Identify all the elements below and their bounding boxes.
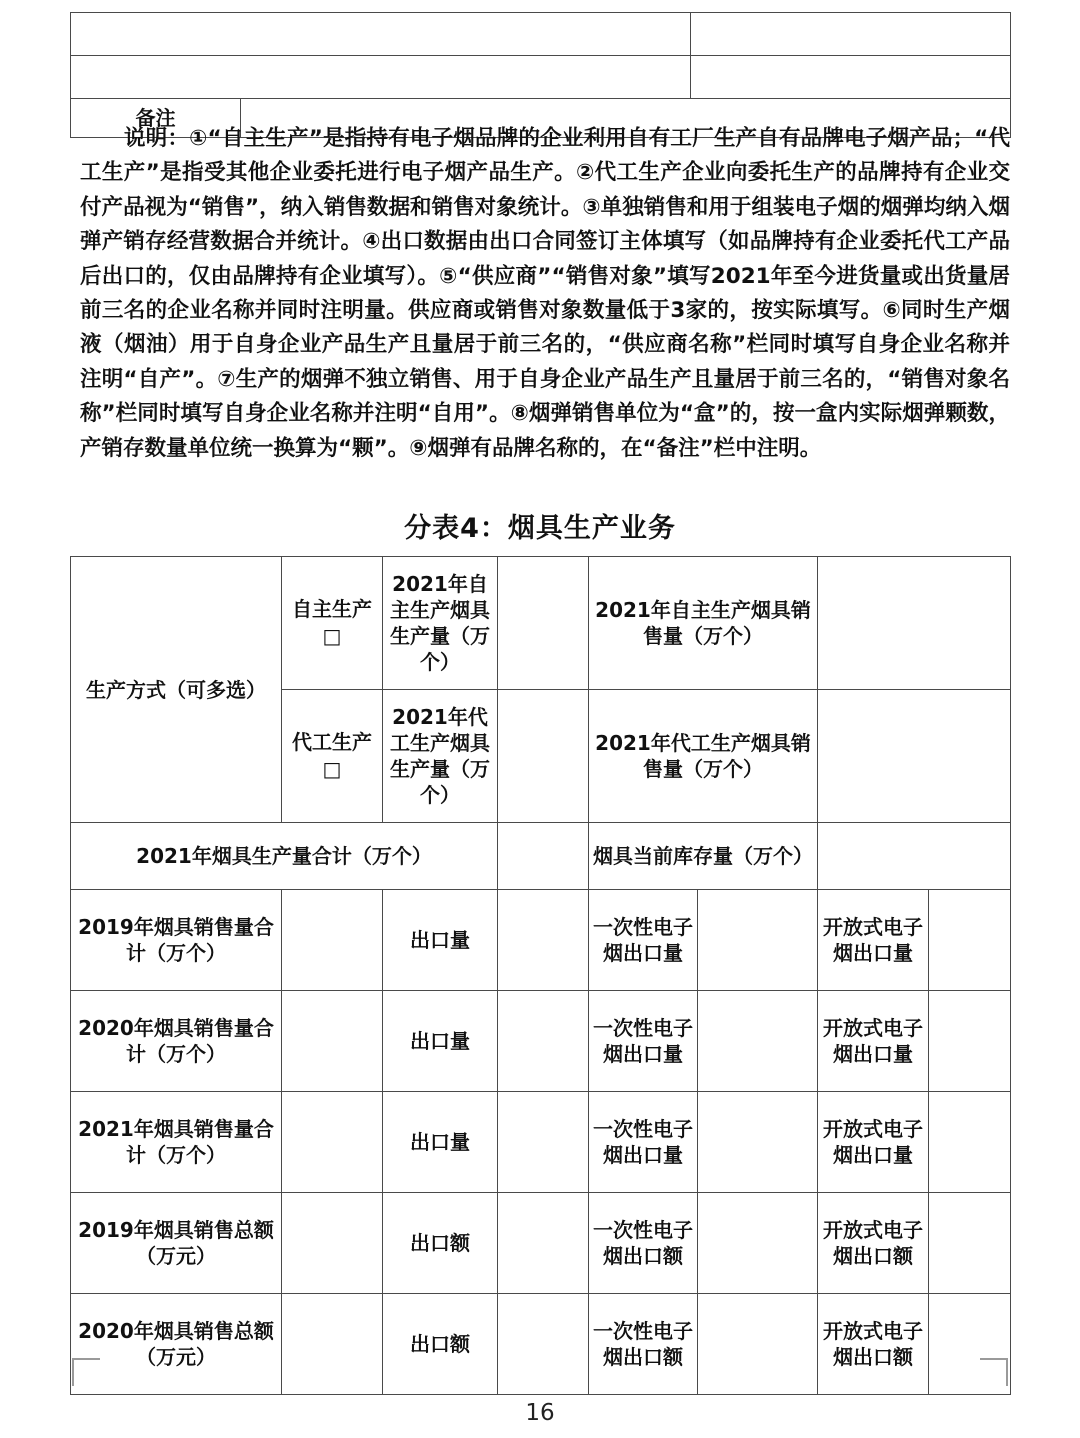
open-value-3[interactable] — [929, 1193, 1011, 1294]
row-value-1[interactable] — [282, 991, 383, 1092]
row-value-3[interactable] — [282, 1193, 383, 1294]
table-row — [71, 13, 1011, 56]
crop-mark-bottom-right-icon — [980, 1358, 1008, 1386]
remark-label: 备注 — [71, 99, 241, 138]
open-label-4: 开放式电子烟出口额 — [818, 1294, 929, 1395]
export-label-2: 出口量 — [383, 1092, 498, 1193]
row-label-0: 2019年烟具销售量合计（万个） — [71, 890, 282, 991]
row-value-0[interactable] — [282, 890, 383, 991]
export-value-3[interactable] — [498, 1193, 589, 1294]
total-production-value[interactable] — [498, 823, 589, 890]
crop-mark-bottom-left-icon — [72, 1358, 100, 1386]
export-label-0: 出口量 — [383, 890, 498, 991]
self-production-output-value[interactable] — [498, 557, 589, 690]
row-label-2: 2021年烟具销售量合计（万个） — [71, 1092, 282, 1193]
self-production-checkbox[interactable]: □ — [322, 624, 342, 648]
row-label-3: 2019年烟具销售总额（万元） — [71, 1193, 282, 1294]
tool-production-table-container — [70, 556, 1010, 1395]
production-method-label: 生产方式（可多选） — [71, 557, 282, 823]
disposable-value-4[interactable] — [698, 1294, 818, 1395]
explanatory-note: 说明：①“自主生产”是指持有电子烟品牌的企业利用自有工厂生产自有品牌电子烟产品；“代工生产”是指受其他企业委托进行电子烟产品生产。②代工生产企业向委托生产的品牌持有企业交付产品视为“销售”，纳入销售数据和销售对象统计。③单独销售和用于组装电子烟的烟弹均纳入烟弹产销存经营数据合并统计。④出口数据由出口合同签订主体填写（如品牌持有企业委托代工产品后出口的，仅由品牌持有企业填写）。⑤“供应商”“销售对象”填写2021年至今进货量或出货量居前三名的企业名称并同时注明量。供应商或销售对象数量低于3家的，按实际填写。⑥同时生产烟液（烟油）用于自身企业产品生产且量居于前三名的，“供应商名称”栏同时填写自身企业名称并注明“自产”。⑦生产的烟弹不独立销售、用于自身企业产品生产且量居于前三名的，“销售对象名称”栏同时填写自身企业名称并注明“自用”。⑧烟弹销售单位为“盒”的，按一盒内实际烟弹颗数，产销存数量单位统一换算为“颗”。⑨烟弹有品牌名称的，在“备注”栏中注明。 — [80, 126, 1010, 461]
disposable-label-4: 一次性电子烟出口额 — [589, 1294, 698, 1395]
current-stock-label: 烟具当前库存量（万个） — [589, 823, 818, 890]
continued-table-container — [70, 12, 1010, 138]
export-label-3: 出口额 — [383, 1193, 498, 1294]
oem-production-sales-value[interactable] — [818, 690, 1011, 823]
disposable-value-3[interactable] — [698, 1193, 818, 1294]
total-production-label: 2021年烟具生产量合计（万个） — [71, 823, 498, 890]
self-production-output-label: 2021年自主生产烟具生产量（万个） — [383, 557, 498, 690]
self-production-method-cell[interactable] — [282, 557, 383, 690]
self-production-sales-value[interactable] — [818, 557, 1011, 690]
table-row-total-production — [71, 823, 1011, 890]
tool-production-table — [70, 556, 1011, 1395]
row-label-1: 2020年烟具销售量合计（万个） — [71, 991, 282, 1092]
export-value-1[interactable] — [498, 991, 589, 1092]
row-value-2[interactable] — [282, 1092, 383, 1193]
continued-cell-left-2[interactable] — [71, 56, 691, 99]
continued-cell-right-1[interactable] — [691, 13, 1011, 56]
row-label-4: 2020年烟具销售总额（万元） — [71, 1294, 282, 1395]
disposable-value-2[interactable] — [698, 1092, 818, 1193]
table-row — [71, 991, 1011, 1092]
export-label-4: 出口额 — [383, 1294, 498, 1395]
self-production-sales-label: 2021年自主生产烟具销售量（万个） — [589, 557, 818, 690]
open-value-0[interactable] — [929, 890, 1011, 991]
sub-table-title: 分表4：烟具生产业务 — [404, 513, 676, 544]
disposable-value-1[interactable] — [698, 991, 818, 1092]
oem-production-checkbox[interactable]: □ — [322, 757, 342, 781]
export-value-2[interactable] — [498, 1092, 589, 1193]
current-stock-value[interactable] — [818, 823, 1011, 890]
oem-production-output-label: 2021年代工生产烟具生产量（万个） — [383, 690, 498, 823]
oem-production-method-text: 代工生产 — [292, 730, 372, 754]
disposable-label-0: 一次性电子烟出口量 — [589, 890, 698, 991]
open-label-2: 开放式电子烟出口量 — [818, 1092, 929, 1193]
table-row — [71, 1294, 1011, 1395]
table-row — [71, 890, 1011, 991]
oem-production-output-value[interactable] — [498, 690, 589, 823]
disposable-label-2: 一次性电子烟出口量 — [589, 1092, 698, 1193]
disposable-value-0[interactable] — [698, 890, 818, 991]
continued-cell-right-2[interactable] — [691, 56, 1011, 99]
export-value-0[interactable] — [498, 890, 589, 991]
open-value-1[interactable] — [929, 991, 1011, 1092]
open-label-1: 开放式电子烟出口量 — [818, 991, 929, 1092]
table-row — [71, 56, 1011, 99]
open-value-2[interactable] — [929, 1092, 1011, 1193]
continued-cell-left-1[interactable] — [71, 13, 691, 56]
open-label-0: 开放式电子烟出口量 — [818, 890, 929, 991]
oem-production-method-cell[interactable] — [282, 690, 383, 823]
self-production-method-text: 自主生产 — [292, 597, 372, 621]
open-label-3: 开放式电子烟出口额 — [818, 1193, 929, 1294]
table-row — [71, 1193, 1011, 1294]
oem-production-sales-label: 2021年代工生产烟具销售量（万个） — [589, 690, 818, 823]
row-value-4[interactable] — [282, 1294, 383, 1395]
disposable-label-1: 一次性电子烟出口量 — [589, 991, 698, 1092]
continued-table — [70, 12, 1011, 138]
export-label-1: 出口量 — [383, 991, 498, 1092]
disposable-label-3: 一次性电子烟出口额 — [589, 1193, 698, 1294]
table-row — [71, 1092, 1011, 1193]
table-row-self-production — [71, 557, 1011, 690]
export-value-4[interactable] — [498, 1294, 589, 1395]
page-number: 16 — [525, 1400, 555, 1426]
